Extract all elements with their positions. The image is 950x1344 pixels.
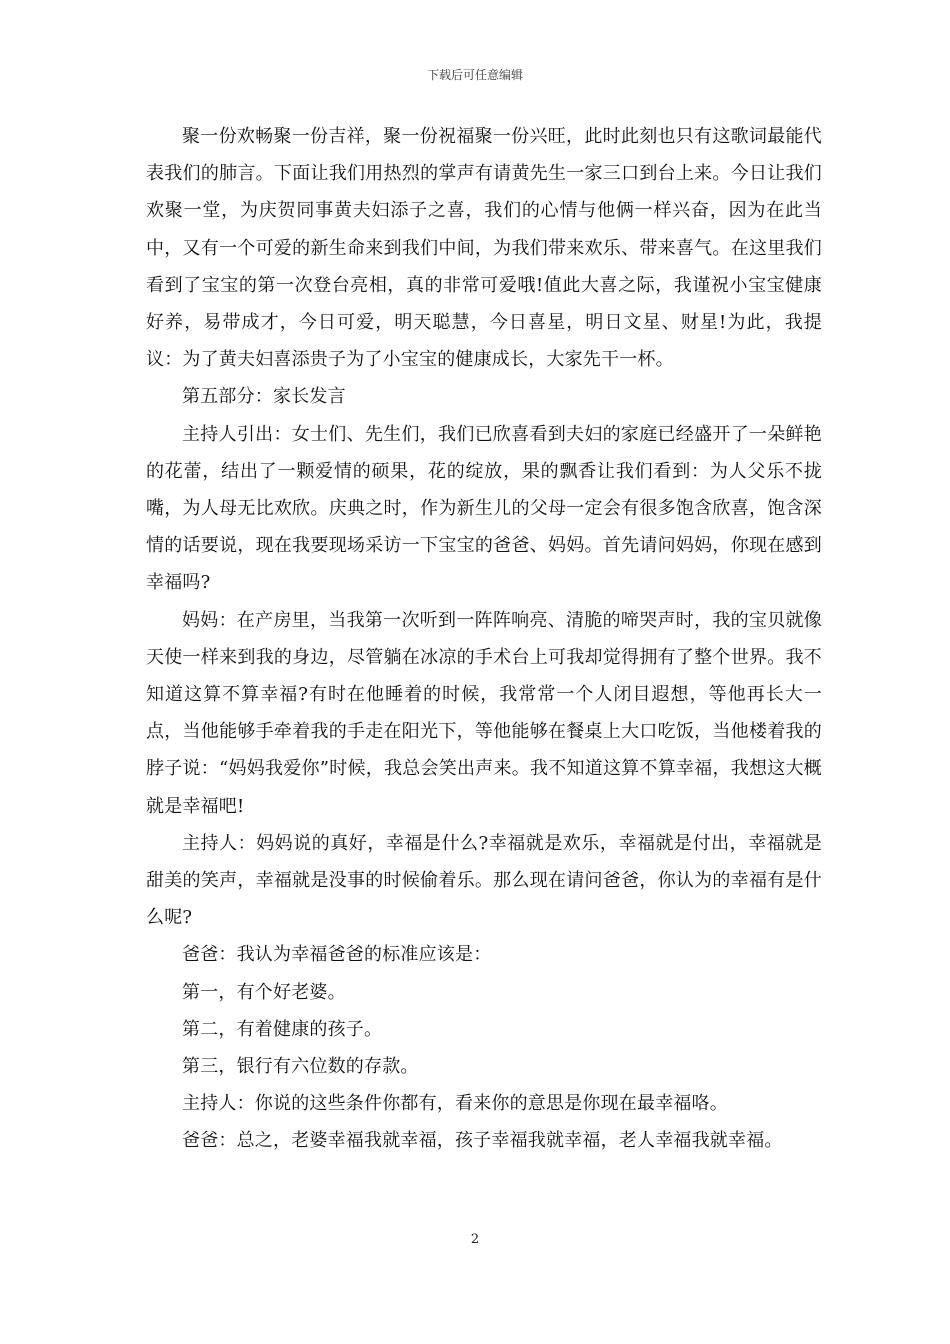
paragraph-host-reply: 主持人：你说的这些条件你都有，看来你的意思是你现在最幸福咯。	[182, 1093, 728, 1115]
paragraph-host-intro: 主持人引出：女士们、先生们，我们已欣喜看到夫妇的家庭已经盛开了一朵鲜艳的花蕾，结出了一颗爱情的硕果，花的绽放，果的飘香让我们看到：为人父乐不拢嘴，为人母无比欢欣。庆典之时，作为新生儿的父母一定会有很多饱含欣喜，饱含深情的话要说，现在我要现场采访一下宝宝的爸爸、妈妈。首先请问妈妈，你现在感到幸福吗?	[146, 423, 822, 594]
paragraph-father-intro: 爸爸：我认为幸福爸爸的标准应该是：	[182, 944, 492, 966]
page-number: 2	[470, 1232, 480, 1247]
section-heading-part-five: 第五部分：家长发言	[182, 386, 346, 408]
paragraph-host-question: 主持人：妈妈说的真好，幸福是什么?幸福就是欢乐，幸福就是付出，幸福就是甜美的笑声，幸福就是没事的时候偷着乐。那么现在请问爸爸，你认为的幸福有是什么呢?	[146, 832, 822, 929]
list-item-third: 第三，银行有六位数的存款。	[182, 1056, 419, 1078]
paragraph-toast: 聚一份欢畅聚一份吉祥，聚一份祝福聚一份兴旺，此时此刻也只有这歌词最能代表我们的肺言。下面让我们用热烈的掌声有请黄先生一家三口到台上来。今日让我们欢聚一堂，为庆贺同事黄夫妇添子之喜，我们的心情与他俩一样兴奋，因为在此当中，又有一个可爱的新生命来到我们中间，为我们带来欢乐、带来喜气。在这里我们看到了宝宝的第一次登台亮相，真的非常可爱哦!值此大喜之际，我谨祝小宝宝健康好养，易带成才，今日可爱，明天聪慧，今日喜星，明日文星、财星!为此，我提议：为了黄夫妇喜添贵子为了小宝宝的健康成长，大家先干一杯。	[146, 126, 822, 371]
paragraph-father-closing: 爸爸：总之，老婆幸福我就幸福，孩子幸福我就幸福，老人幸福我就幸福。	[182, 1130, 783, 1152]
list-item-second: 第二，有着健康的孩子。	[182, 1018, 383, 1040]
page-header: 下载后可任意编辑	[426, 68, 523, 82]
list-item-first: 第一，有个好老婆。	[182, 981, 346, 1003]
document-body	[146, 118, 822, 1160]
paragraph-mother-speech: 妈妈：在产房里，当我第一次听到一阵阵响亮、清脆的啼哭声时，我的宝贝就像天使一样来到我的身边，尽管躺在冰凉的手术台上可我却觉得拥有了整个世界。我不知道这算不算幸福?有时在他睡着的时候，我常常一个人闭目遐想，等他再长大一点，当他能够手牵着我的手走在阳光下，等他能够在餐桌上大口吃饭，当他楼着我的脖子说：“妈妈我爱你”时候，我总会笑出声来。我不知道这算不算幸福，我想这大概就是幸福吧!	[146, 609, 822, 817]
